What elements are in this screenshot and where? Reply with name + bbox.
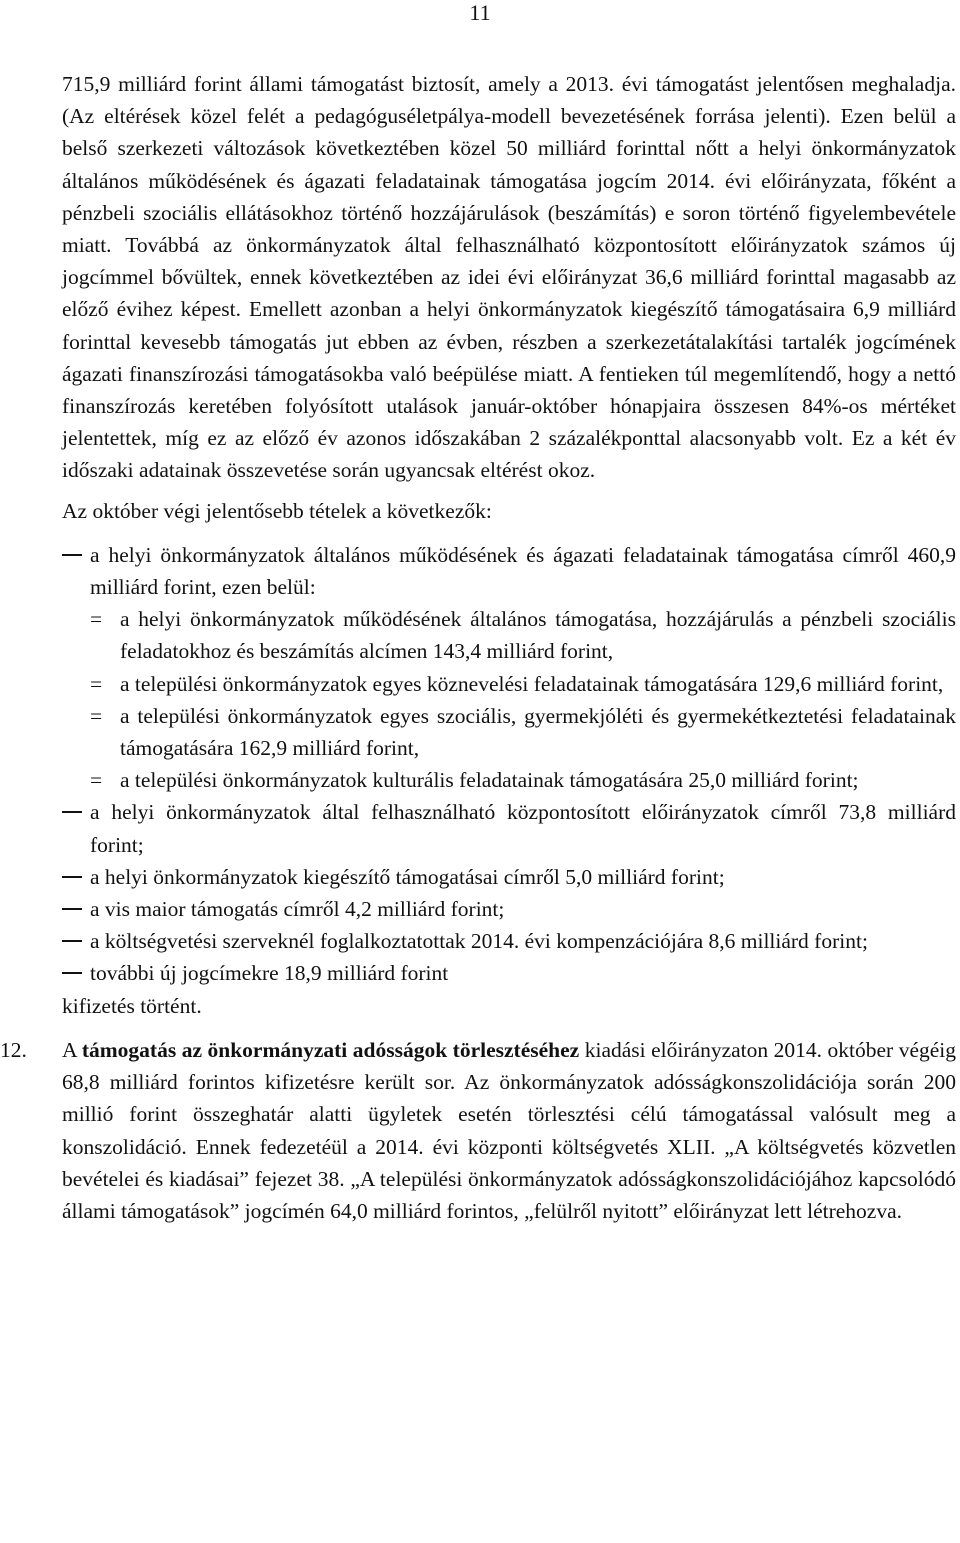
- list-item: [62, 893, 956, 925]
- section-lead-word: A: [62, 1037, 77, 1062]
- list-intro: Az október végi jelentősebb tételek a következők:: [62, 498, 492, 523]
- sub-list-item: [62, 700, 956, 764]
- list-item: [62, 957, 956, 989]
- document-body: [0, 68, 957, 1227]
- list-item-text: a vis maior támogatás címről 4,2 milliárd forint;: [90, 897, 505, 922]
- dash-bullet: [62, 811, 82, 813]
- page-number: 11: [469, 0, 491, 25]
- section-body-text: kiadási előirányzaton 2014. október végéig 68,8 milliárd forintos kifizetésre került sor. Az önkormányzatok adósságkonszolidációja során 200 millió forint összeghatár alatti ügyletek esetén törlesztési célú támogatással valósult meg a konszolidáció. Ennek fedezetéül a 2014. évi központi költségvetés XLII. „A költségvetés közvetlen bevételei és kiadásai” fejezet 38. „A települési önkormányzatok adósságkonszolidációjához kapcsolódó állami támogatások” jogcímén 64,0 milliárd forintos, „felülről nyitott” előirányzat lett létrehozva.: [62, 1037, 957, 1223]
- dash-bullet: [62, 908, 82, 910]
- section-12-paragraph: [0, 1034, 957, 1227]
- list-item-text: a helyi önkormányzatok által felhasználható központosított előirányzatok címről 73,8 milliárd forint;: [90, 800, 956, 857]
- equals-bullet: =: [90, 607, 103, 632]
- list-item: [62, 925, 956, 957]
- sub-list-item: [62, 764, 956, 796]
- list-item-text: a költségvetési szerveknél foglalkoztatottak 2014. évi kompenzációjára 8,6 milliárd forint;: [90, 929, 868, 954]
- payment-items-list: [62, 539, 956, 990]
- body-paragraph: 715,9 milliárd forint állami támogatást biztosít, amely a 2013. évi támogatást jelentősen meghaladja. (Az eltérések közel felét a pedagóguséletpálya-modell bevezetésének forrása jelenti). Ezen belül a belső szerkezeti változások következtében közel 50 milliárd forinttal nőtt a helyi önkormányzatok általános működésének és ágazati feladatainak támogatása jogcím 2014. évi előirányzata, főként a pénzbeli szociális ellátásokhoz történő hozzájárulások (beszámítás) e soron történő figyelembevétele miatt. Továbbá az önkormányzatok által felhasználható központosított előirányzatok számos új jogcímmel bővültek, ennek következtében az idei évi előirányzat 36,6 milliárd forinttal magasabb az előző évihez képest. Emellett azonban a helyi önkormányzatok kiegészítő támogatásaira 6,9 milliárd forinttal kevesebb támogatás jut ebben az évben, részben a szerkezetátalakítási tartalék jogcímének ágazati finanszírozási támogatásokba való beépülése miatt. A fentieken túl megemlítendő, hogy a nettó finanszírozás keretében folyósított utalások január-október hónapjaira összesen 84%-os mértéket jelentettek, míg ez az előző év azonos időszakában 2 százalékponttal alacsonyabb volt. Ez a két év időszaki adatainak összevetése során ugyancsak eltérést okoz.: [62, 72, 956, 483]
- list-item: [62, 539, 956, 797]
- sub-item-text: a települési önkormányzatok egyes köznevelési feladatainak támogatására 129,6 milliárd forint,: [120, 671, 944, 696]
- equals-bullet: =: [90, 703, 103, 728]
- list-item: [62, 796, 956, 860]
- sub-item-text: a települési önkormányzatok kulturális feladatainak támogatására 25,0 milliárd forint;: [120, 768, 859, 793]
- sub-item-text: a helyi önkormányzatok működésének általános támogatása, hozzájárulás a pénzbeli szociális feladatokhoz és beszámítás alcímen 143,4 milliárd forint,: [120, 607, 956, 664]
- section-bold-title: támogatás az önkormányzati adósságok törlesztéséhez: [81, 1037, 580, 1062]
- list-closing-text: kifizetés történt.: [62, 993, 202, 1018]
- list-item-text: további új jogcímekre 18,9 milliárd forint: [90, 961, 449, 986]
- sub-item-text: a települési önkormányzatok egyes szociális, gyermekjóléti és gyermekétkeztetési feladatainak támogatására 162,9 milliárd forint,: [120, 703, 956, 761]
- list-item-text: a helyi önkormányzatok kiegészítő támogatásai címről 5,0 milliárd forint;: [90, 864, 725, 889]
- sub-list: [90, 603, 956, 796]
- equals-bullet: =: [90, 671, 103, 696]
- list-item: [62, 861, 956, 893]
- dash-bullet: [62, 554, 82, 556]
- dash-bullet: [62, 972, 82, 974]
- sub-list-item: [62, 668, 956, 700]
- dash-bullet: [62, 876, 82, 878]
- dash-bullet: [62, 940, 82, 942]
- equals-bullet: =: [90, 768, 103, 793]
- sub-list-item: [62, 603, 956, 667]
- list-item-text: a helyi önkormányzatok általános működésének és ágazati feladatainak támogatása címről 460,9 milliárd forint, ezen belül:: [90, 542, 956, 600]
- section-number: 12.: [0, 1037, 27, 1062]
